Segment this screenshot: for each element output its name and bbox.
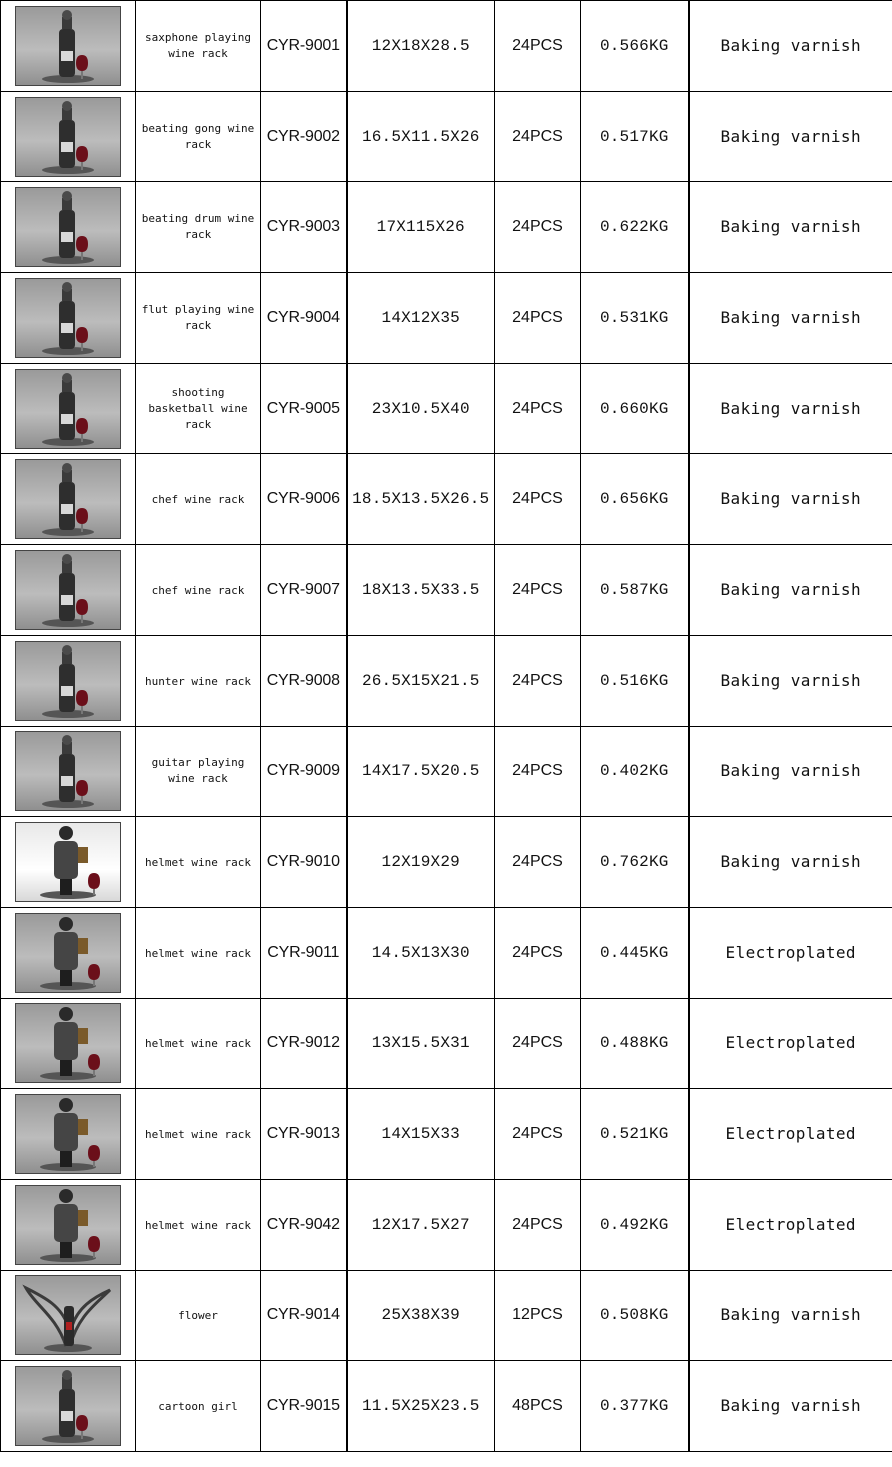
product-weight: 0.488KG: [599, 1034, 669, 1053]
product-name: helmet wine rack: [145, 1128, 251, 1142]
product-name: shooting basketball wine rack: [148, 385, 248, 431]
product-code: CYR-9015: [266, 1397, 340, 1415]
product-code: CYR-9042: [266, 1215, 340, 1233]
figure-with-bottle-image: [15, 6, 121, 86]
product-code-cell: [261, 907, 347, 998]
product-photo-cell: [1, 91, 136, 182]
product-code-cell: [261, 1361, 347, 1452]
product-code-cell: [261, 635, 347, 726]
product-size-cell: [347, 907, 495, 998]
product-finish-cell: [689, 907, 892, 998]
product-size-cell: [347, 1, 495, 92]
table-row: [1, 1, 892, 92]
product-name-cell: [136, 726, 261, 817]
product-photo-cell: [1, 726, 136, 817]
product-weight: 0.566KG: [599, 36, 669, 55]
product-size-cell: [347, 273, 495, 364]
product-size: 13X15.5X31: [371, 1034, 470, 1053]
product-finish: Electroplated: [725, 1033, 856, 1053]
knight-with-bottle-image: [15, 1003, 121, 1083]
product-finish-cell: [689, 1270, 892, 1361]
product-weight-cell: [581, 726, 689, 817]
product-qty-cell: [495, 1089, 581, 1180]
product-size: 12X17.5X27: [371, 1215, 470, 1234]
product-photo-cell: [1, 1270, 136, 1361]
product-name-cell: [136, 907, 261, 998]
product-name-cell: [136, 998, 261, 1089]
product-weight: 0.656KG: [599, 490, 669, 509]
product-name-cell: [136, 454, 261, 545]
product-name: cartoon girl: [158, 1400, 238, 1414]
product-qty-cell: [495, 907, 581, 998]
product-finish-cell: [689, 635, 892, 726]
product-code: CYR-9006: [266, 490, 340, 508]
product-qty: 24PCS: [512, 308, 563, 326]
product-code-cell: [261, 454, 347, 545]
product-size: 12X19X29: [381, 853, 460, 872]
product-weight-cell: [581, 817, 689, 908]
product-finish-cell: [689, 273, 892, 364]
product-size-cell: [347, 1179, 495, 1270]
product-code-cell: [261, 726, 347, 817]
product-code-cell: [261, 1089, 347, 1180]
product-code: CYR-9011: [267, 943, 340, 961]
product-photo-cell: [1, 907, 136, 998]
product-qty: 24PCS: [512, 853, 563, 871]
product-qty: 24PCS: [512, 1034, 563, 1052]
product-qty: 24PCS: [512, 762, 563, 780]
product-size: 18X13.5X33.5: [361, 580, 480, 599]
figure-with-bottle-image: [15, 731, 121, 811]
product-size-cell: [347, 635, 495, 726]
product-finish: Baking varnish: [720, 852, 861, 872]
product-name: flut playing wine rack: [141, 302, 255, 332]
product-weight-cell: [581, 454, 689, 545]
product-weight: 0.531KG: [599, 308, 669, 327]
product-code-cell: [261, 182, 347, 273]
product-qty-cell: [495, 545, 581, 636]
product-weight: 0.492KG: [599, 1215, 669, 1234]
product-photo-cell: [1, 817, 136, 908]
figure-with-bottle-image: [15, 187, 121, 267]
product-finish-cell: [689, 363, 892, 454]
product-weight: 0.622KG: [599, 218, 669, 237]
product-photo-cell: [1, 454, 136, 545]
product-size-cell: [347, 1089, 495, 1180]
knight-with-bottle-image: [15, 822, 121, 902]
product-size-cell: [347, 91, 495, 182]
product-photo-cell: [1, 1089, 136, 1180]
product-size-cell: [347, 182, 495, 273]
product-name-cell: [136, 635, 261, 726]
product-finish-cell: [689, 1361, 892, 1452]
product-qty: 24PCS: [512, 490, 563, 508]
product-code-cell: [261, 363, 347, 454]
product-size: 26.5X15X21.5: [361, 671, 480, 690]
product-code: CYR-9004: [266, 308, 340, 326]
product-table-body: [1, 1, 892, 1452]
product-code: CYR-9013: [266, 1125, 340, 1143]
product-code-cell: [261, 545, 347, 636]
product-qty: 24PCS: [512, 399, 563, 417]
table-row: [1, 1089, 892, 1180]
product-finish-cell: [689, 817, 892, 908]
product-finish: Baking varnish: [720, 126, 861, 146]
product-size-cell: [347, 998, 495, 1089]
product-name-cell: [136, 1, 261, 92]
product-name: flower: [178, 1309, 218, 1323]
product-photo-cell: [1, 273, 136, 364]
product-size-cell: [347, 1270, 495, 1361]
table-row: [1, 726, 892, 817]
product-qty-cell: [495, 182, 581, 273]
product-code-cell: [261, 1179, 347, 1270]
product-qty: 12PCS: [512, 1306, 563, 1324]
product-code: CYR-9002: [266, 127, 340, 145]
product-finish: Electroplated: [725, 942, 856, 962]
product-qty-cell: [495, 454, 581, 545]
product-name: helmet wine rack: [145, 1037, 251, 1051]
product-code-cell: [261, 998, 347, 1089]
product-finish: Baking varnish: [720, 670, 861, 690]
product-weight-cell: [581, 273, 689, 364]
product-name: helmet wine rack: [145, 946, 251, 960]
product-finish: Baking varnish: [720, 1305, 861, 1325]
product-size-cell: [347, 726, 495, 817]
product-weight-cell: [581, 363, 689, 454]
product-size: 11.5X25X23.5: [361, 1397, 480, 1416]
table-row: [1, 998, 892, 1089]
product-finish: Baking varnish: [720, 35, 861, 55]
product-size: 14X17.5X20.5: [361, 762, 480, 781]
product-qty: 24PCS: [512, 36, 563, 54]
product-size-cell: [347, 363, 495, 454]
product-size: 12X18X28.5: [371, 36, 470, 55]
product-weight-cell: [581, 635, 689, 726]
table-row: [1, 1179, 892, 1270]
product-finish-cell: [689, 91, 892, 182]
product-finish-cell: [689, 1179, 892, 1270]
product-weight: 0.517KG: [599, 127, 669, 146]
figure-with-bottle-image: [15, 1366, 121, 1446]
product-name: saxphone playing wine rack: [145, 30, 251, 60]
product-finish: Baking varnish: [720, 217, 861, 237]
figure-with-bottle-image: [15, 278, 121, 358]
product-finish: Baking varnish: [720, 489, 861, 509]
product-weight: 0.445KG: [599, 943, 669, 962]
knight-with-bottle-image: [15, 913, 121, 993]
table-row: [1, 91, 892, 182]
product-qty: 24PCS: [512, 671, 563, 689]
knight-with-bottle-image: [15, 1185, 121, 1265]
product-code: CYR-9008: [266, 671, 340, 689]
product-size-cell: [347, 817, 495, 908]
product-weight-cell: [581, 907, 689, 998]
product-qty-cell: [495, 817, 581, 908]
product-finish-cell: [689, 182, 892, 273]
product-qty: 48PCS: [512, 1397, 563, 1415]
product-weight: 0.587KG: [599, 580, 669, 599]
product-size: 18.5X13.5X26.5: [352, 490, 490, 509]
product-code: CYR-9005: [266, 399, 340, 417]
product-qty-cell: [495, 635, 581, 726]
product-weight: 0.516KG: [599, 671, 669, 690]
product-code: CYR-9001: [266, 36, 340, 54]
product-code-cell: [261, 91, 347, 182]
figure-with-bottle-image: [15, 369, 121, 449]
product-size: 25X38X39: [381, 1306, 460, 1325]
product-name-cell: [136, 1089, 261, 1180]
product-weight: 0.762KG: [599, 853, 669, 872]
product-name-cell: [136, 363, 261, 454]
product-finish: Baking varnish: [720, 1396, 861, 1416]
product-weight-cell: [581, 182, 689, 273]
product-size: 14.5X13X30: [371, 943, 470, 962]
product-name-cell: [136, 182, 261, 273]
flower-with-bottle-image: [15, 1275, 121, 1355]
product-qty: 24PCS: [512, 943, 563, 961]
product-code: CYR-9007: [266, 580, 340, 598]
table-row: [1, 545, 892, 636]
product-code-cell: [261, 1, 347, 92]
product-finish-cell: [689, 998, 892, 1089]
figure-with-bottle-image: [15, 97, 121, 177]
product-name-cell: [136, 1361, 261, 1452]
product-code-cell: [261, 273, 347, 364]
product-weight-cell: [581, 1270, 689, 1361]
product-size-cell: [347, 454, 495, 545]
product-weight: 0.402KG: [599, 762, 669, 781]
product-name: beating gong wine rack: [141, 121, 255, 151]
product-weight: 0.521KG: [599, 1125, 669, 1144]
product-code: CYR-9009: [266, 762, 340, 780]
product-name-cell: [136, 273, 261, 364]
product-finish: Baking varnish: [720, 761, 861, 781]
product-qty-cell: [495, 363, 581, 454]
product-qty: 24PCS: [512, 580, 563, 598]
table-row: [1, 363, 892, 454]
product-photo-cell: [1, 182, 136, 273]
product-name: hunter wine rack: [145, 674, 251, 688]
product-name: helmet wine rack: [145, 856, 251, 870]
product-size: 23X10.5X40: [371, 399, 470, 418]
product-code: CYR-9010: [266, 853, 340, 871]
figure-with-bottle-image: [15, 641, 121, 721]
product-size: 17X115X26: [376, 218, 465, 237]
table-row: [1, 182, 892, 273]
figure-with-bottle-image: [15, 550, 121, 630]
product-weight: 0.508KG: [599, 1306, 669, 1325]
product-name: helmet wine rack: [145, 1218, 251, 1232]
product-code: CYR-9014: [266, 1306, 340, 1324]
product-weight-cell: [581, 998, 689, 1089]
product-finish: Electroplated: [725, 1124, 856, 1144]
product-photo-cell: [1, 998, 136, 1089]
product-name: chef wine rack: [151, 493, 245, 507]
product-qty-cell: [495, 1, 581, 92]
product-name: chef wine rack: [151, 583, 245, 597]
product-qty: 24PCS: [512, 127, 563, 145]
product-weight-cell: [581, 545, 689, 636]
product-weight: 0.660KG: [599, 399, 669, 418]
product-qty: 24PCS: [512, 218, 563, 236]
product-finish-cell: [689, 1, 892, 92]
product-size: 14X12X35: [381, 308, 460, 327]
product-finish-cell: [689, 726, 892, 817]
product-size-cell: [347, 1361, 495, 1452]
product-weight-cell: [581, 1361, 689, 1452]
table-row: [1, 454, 892, 545]
product-name-cell: [136, 1270, 261, 1361]
figure-with-bottle-image: [15, 459, 121, 539]
product-code-cell: [261, 1270, 347, 1361]
product-photo-cell: [1, 635, 136, 726]
product-weight: 0.377KG: [599, 1397, 669, 1416]
product-qty: 24PCS: [512, 1125, 563, 1143]
product-name-cell: [136, 91, 261, 182]
table-row: [1, 1270, 892, 1361]
product-qty-cell: [495, 91, 581, 182]
product-weight-cell: [581, 1179, 689, 1270]
product-qty-cell: [495, 998, 581, 1089]
product-weight-cell: [581, 1, 689, 92]
product-weight-cell: [581, 1089, 689, 1180]
product-name: beating drum wine rack: [141, 212, 255, 242]
table-row: [1, 817, 892, 908]
product-qty-cell: [495, 1270, 581, 1361]
product-photo-cell: [1, 1, 136, 92]
product-code-cell: [261, 817, 347, 908]
product-qty-cell: [495, 273, 581, 364]
table-row: [1, 907, 892, 998]
product-photo-cell: [1, 1361, 136, 1452]
product-photo-cell: [1, 363, 136, 454]
table-row: [1, 273, 892, 364]
product-photo-cell: [1, 1179, 136, 1270]
product-qty-cell: [495, 1179, 581, 1270]
product-code: CYR-9012: [266, 1034, 340, 1052]
product-photo-cell: [1, 545, 136, 636]
product-finish: Electroplated: [725, 1214, 856, 1234]
product-size: 16.5X11.5X26: [361, 127, 480, 146]
product-finish-cell: [689, 1089, 892, 1180]
product-code: CYR-9003: [266, 218, 340, 236]
product-name-cell: [136, 1179, 261, 1270]
knight-with-bottle-image: [15, 1094, 121, 1174]
product-weight-cell: [581, 91, 689, 182]
product-name-cell: [136, 545, 261, 636]
product-name-cell: [136, 817, 261, 908]
product-size-cell: [347, 545, 495, 636]
product-size: 14X15X33: [381, 1125, 460, 1144]
table-row: [1, 1361, 892, 1452]
product-finish-cell: [689, 454, 892, 545]
product-name: guitar playing wine rack: [151, 756, 245, 786]
product-qty-cell: [495, 1361, 581, 1452]
product-finish: Baking varnish: [720, 579, 861, 599]
product-finish-cell: [689, 545, 892, 636]
product-qty-cell: [495, 726, 581, 817]
product-qty: 24PCS: [512, 1215, 563, 1233]
product-finish: Baking varnish: [720, 398, 861, 418]
product-finish: Baking varnish: [720, 307, 861, 327]
table-row: [1, 635, 892, 726]
